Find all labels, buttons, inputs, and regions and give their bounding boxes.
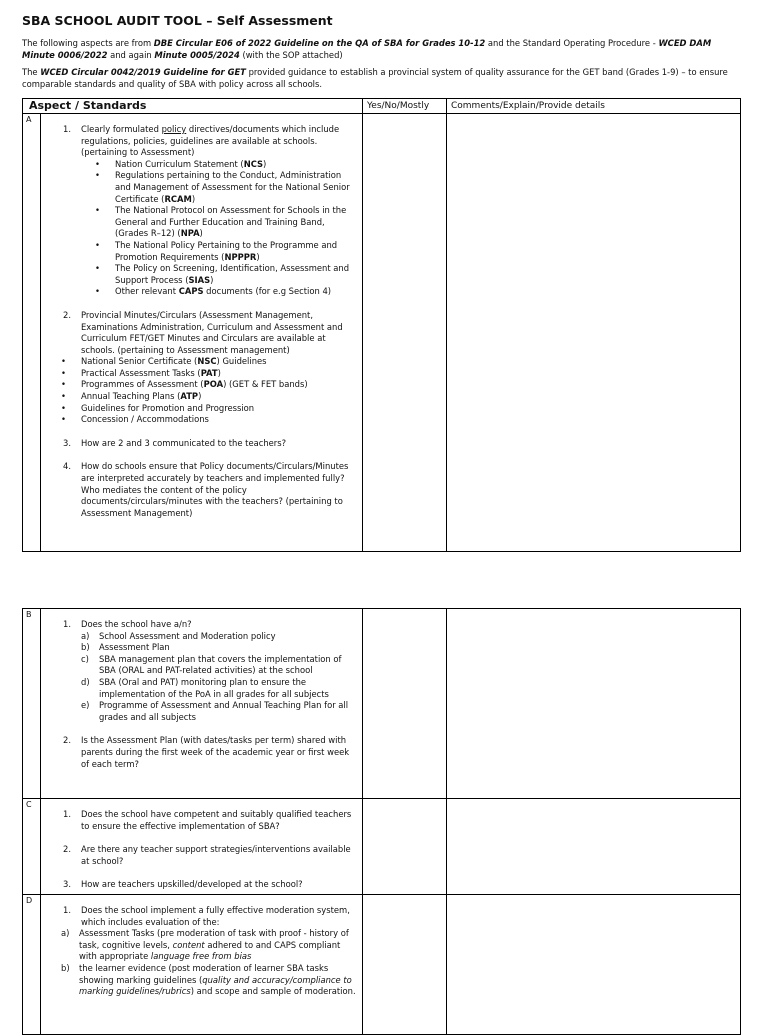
question-text: Are there any teacher support strategies/interventions available at school? [81,844,351,866]
question-item [41,905,358,928]
list-item: • Concession / Accommodations [61,414,209,425]
list-item: • Guidelines for Promotion and Progression [61,402,255,413]
question-number: 1. [63,905,71,915]
audit-table-bcd [22,608,741,1035]
question-number: 2. [63,309,71,320]
question-number: 1. [63,619,71,629]
comment-cell-b[interactable] [447,609,741,799]
list-item: • Programmes of Assessment (POA) (GET & FET bands) [61,379,308,390]
question-number: 2. [63,735,71,746]
bullet-icon: • [95,239,100,250]
list-item: a) Assessment Tasks (pre moderation of task with proof - history of task, cognitive levels, content adhered to and CAPS compliant with appropriate language free from bias [61,928,349,962]
bullet-icon: • [95,158,100,169]
question-item [41,124,358,159]
list-item: b) the learner evidence (post moderation of learner SBA tasks showing marking guidelines (quality and accuracy/compliance to marking guidelines/rubrics) and scope and sample of moderation. [61,962,356,997]
intro-paragraph-1 [22,38,728,61]
question-text: Provincial Minutes/Circulars (Assessment Management, Examinations Administration, Curriculum and Assessment and Curriculum FET/GET Minutes and Circulars are available at schools. (pertaining to Assessment management) [81,309,343,355]
question-text: Clearly formulated policy directives/documents which include regulations, policies, guidelines are available at schools. (pertaining to Assessment) [81,124,340,158]
answer-cell-a[interactable] [363,114,447,552]
comment-cell-a[interactable] [447,114,741,552]
table-header-row [23,99,741,114]
intro2-circular-ref: WCED Circular 0042/2019 Guideline for GET [40,67,246,77]
question-item [41,879,358,891]
section-row-b [23,609,741,799]
question-item [41,735,358,770]
question-text: Does the school have a/n? [81,619,192,629]
list-item: • The Policy on Screening, Identification, Assessment and Support Process (SIAS) [95,263,350,285]
question-number: 1. [63,809,71,819]
section-letter: D [23,895,41,1035]
section-letter: C [23,799,41,895]
intro2-text-a: The [22,67,41,77]
list-item: • National Senior Certificate (NSC) Guidelines [61,356,267,367]
answer-cell-d[interactable] [363,895,447,1035]
list-item: • Nation Curriculum Statement (NCS) [95,158,267,169]
section-letter: B [23,609,41,799]
audit-table-a [22,98,741,552]
question-number: 4. [63,461,71,472]
section-content [41,895,363,1035]
question-text: How are teachers upskilled/developed at the school? [81,879,303,890]
question-text: How are 2 and 3 communicated to the teachers? [81,437,287,448]
section-row-d [23,895,741,1035]
intro1-text-e: and again [107,49,155,60]
header-aspect: Aspect / Standards [23,99,363,114]
question-item [41,438,358,450]
question-text: Does the school have competent and suitably qualified teachers to ensure the effective implementation of SBA? [81,809,352,831]
intro2-text-c: provided guidance to establish a provincial system of quality assurance for the GET band (Grades 1-9) – to ensure comparable standards and quality of SBA with policy across all schools. [22,67,728,89]
question-item [41,461,358,519]
section-content [41,114,363,552]
bullet-icon: • [61,367,66,378]
intro-paragraph-2 [22,67,728,90]
list-item: c) SBA management plan that covers the implementation of SBA (ORAL and PAT-related activities) at the school [81,653,342,676]
list-item: • Regulations pertaining to the Conduct, Administration and Management of Assessment for the National Senior Certificate (RCAM) [95,170,350,204]
question-text: Is the Assessment Plan (with dates/tasks per term) shared with parents during the first week of the academic year or first week of each term? [81,735,350,769]
header-yes-no: Yes/No/Mostly [363,99,447,114]
list-item: • Practical Assessment Tasks (PAT) [61,367,221,378]
bullet-icon: • [95,205,100,216]
question-item [41,809,358,832]
bullet-icon: • [61,414,66,425]
list-item: e) Programme of Assessment and Annual Teaching Plan for all grades and all subjects [81,700,349,722]
bullet-icon: • [95,263,100,274]
list-item: • Annual Teaching Plans (ATP) [61,391,202,402]
policy-word: policy [161,124,187,134]
question-item [41,310,358,356]
section-letter: A [23,114,41,552]
comment-cell-c[interactable] [447,799,741,895]
question-number: 1. [63,124,71,134]
comment-cell-d[interactable] [447,895,741,1035]
section-content [41,799,363,895]
list-item: • The National Protocol on Assessment for Schools in the General and Further Education and Training Band, (Grades R–12) (NPA) [95,205,347,239]
intro1-text-a: The following aspects are from [22,38,154,48]
page-title: SBA SCHOOL AUDIT TOOL – Self Assessment [22,13,333,28]
section-row-a [23,114,741,552]
intro1-circular-ref: DBE Circular E06 of 2022 Guideline on the QA of SBA for Grades 10-12 [153,38,486,48]
list-item: b) Assessment Plan [81,642,170,653]
question-text: Does the school implement a fully effective moderation system, which includes evaluation of the: [81,905,350,927]
bullet-icon: • [61,379,66,390]
intro1-text-c: and the Standard Operating Procedure - [485,38,659,48]
section-content [41,609,363,799]
bullet-icon: • [95,286,100,297]
question-text: How do schools ensure that Policy documents/Circulars/Minutes are interpreted accurately by teachers and implemented fully? Who mediates the content of the policy documents/circulars/minutes with the teachers? (pertaining to Assessment Management) [81,461,349,518]
bullet-icon: • [61,402,66,413]
answer-cell-c[interactable] [363,799,447,895]
answer-cell-b[interactable] [363,609,447,799]
question-item [41,619,358,631]
intro1-text-g: (with the SOP attached) [239,49,343,60]
bullet-icon: • [95,170,100,181]
question-item [41,844,358,867]
header-comments: Comments/Explain/Provide details [447,99,741,114]
list-item: • The National Policy Pertaining to the Programme and Promotion Requirements (NPPPR) [95,239,338,262]
question-number: 3. [63,437,71,448]
list-item: a) School Assessment and Moderation policy [81,630,276,641]
intro1-minute-ref: WCED DAM Minute 0006/2022 [22,38,712,60]
section-row-c [23,799,741,895]
bullet-icon: • [61,391,66,402]
question-number: 3. [63,879,71,890]
question-number: 2. [63,844,71,855]
bullet-icon: • [61,356,66,367]
list-item: • Other relevant CAPS documents (for e.g Section 4) [95,286,332,297]
intro1-minute-ref-2: Minute 0005/2024 [154,49,240,60]
list-item: d) SBA (Oral and PAT) monitoring plan to ensure the implementation of the PoA in all grades for all subjects [81,676,329,699]
